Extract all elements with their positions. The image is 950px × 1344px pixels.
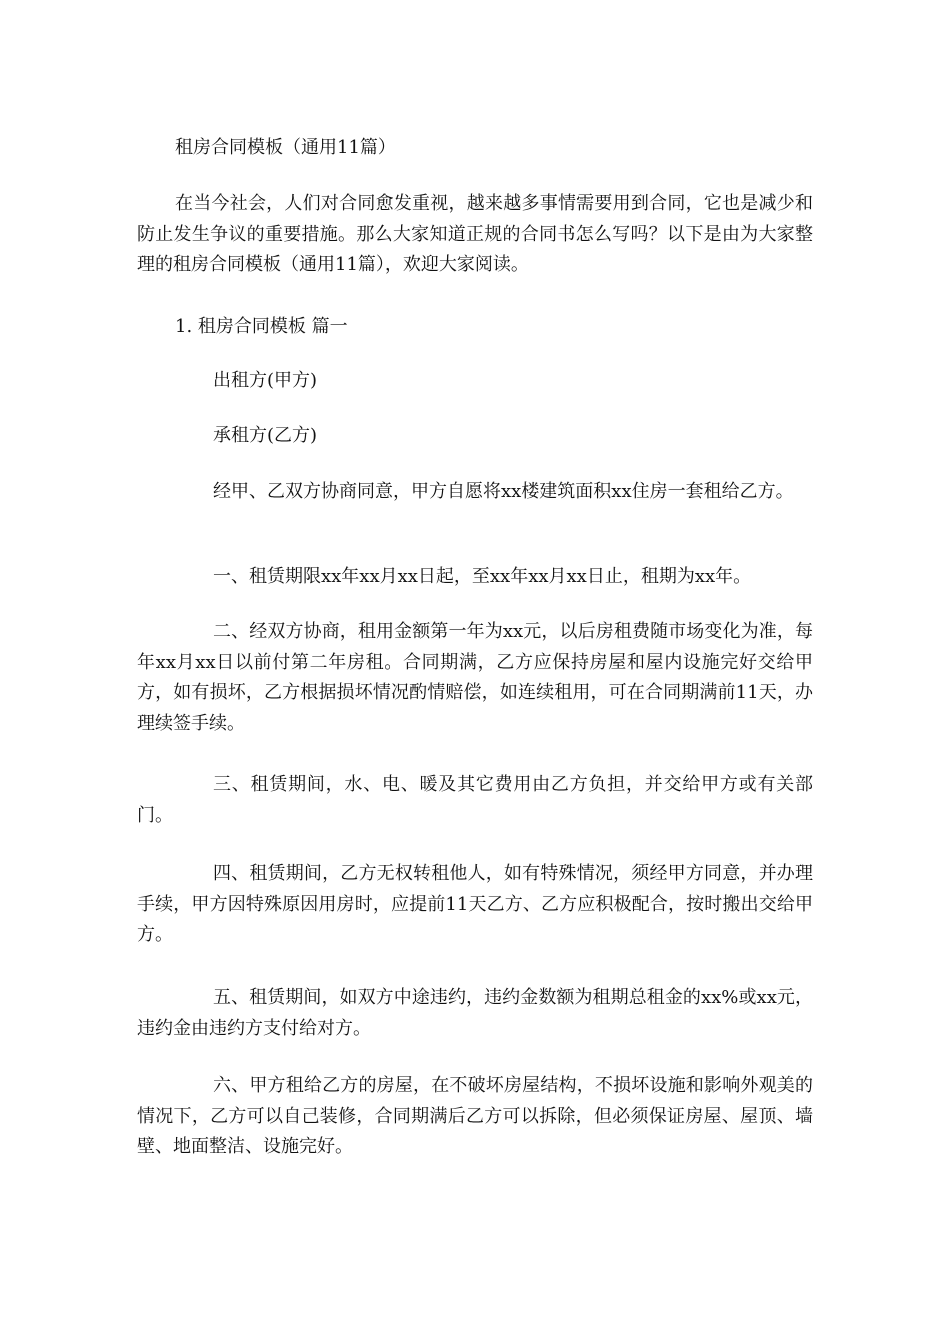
- contract-clause-2: 二、经双方协商，租用金额第一年为xx元，以后房租费随市场变化为准，每年xx月xx日以前付第二年房租。合同期满，乙方应保持房屋和屋内设施完好交给甲方，如有损坏，乙方根据损坏情况酌情赔偿，如连续租用，可在合同期满前11天，办理续签手续。: [137, 621, 813, 734]
- section-heading: 1. 租房合同模板 篇一: [175, 316, 348, 337]
- contract-paragraph-intro: 经甲、乙双方协商同意，甲方自愿将xx楼建筑面积xx住房一套租给乙方。: [213, 481, 794, 502]
- contract-clause-6: 六、甲方租给乙方的房屋，在不破坏房屋结构，不损坏设施和影响外观美的情况下，乙方可以自己装修，合同期满后乙方可以拆除，但必须保证房屋、屋顶、墙壁、地面整洁、设施完好。: [137, 1075, 813, 1157]
- contract-clause-4: 四、租赁期间，乙方无权转租他人，如有特殊情况，须经甲方同意，并办理手续，甲方因特殊原因用房时，应提前11天乙方、乙方应积极配合，按时搬出交给甲方。: [137, 863, 813, 945]
- party-a-label: 出租方(甲方): [213, 370, 318, 391]
- contract-clause-5: 五、租赁期间，如双方中途违约，违约金数额为租期总租金的xx%或xx元，违约金由违约方支付给对方。: [137, 987, 813, 1039]
- party-b-label: 承租方(乙方): [213, 425, 318, 446]
- intro-paragraph: 在当今社会，人们对合同愈发重视，越来越多事情需要用到合同，它也是减少和防止发生争议的重要措施。那么大家知道正规的合同书怎么写吗？以下是由为大家整理的租房合同模板（通用11篇），欢迎大家阅读。: [137, 193, 813, 275]
- contract-clause-3: 三、租赁期间，水、电、暖及其它费用由乙方负担，并交给甲方或有关部门。: [137, 774, 813, 826]
- contract-clause-1: 一、租赁期限xx年xx月xx日起，至xx年xx月xx日止，租期为xx年。: [213, 566, 752, 587]
- document-title: 租房合同模板（通用11篇）: [175, 137, 396, 158]
